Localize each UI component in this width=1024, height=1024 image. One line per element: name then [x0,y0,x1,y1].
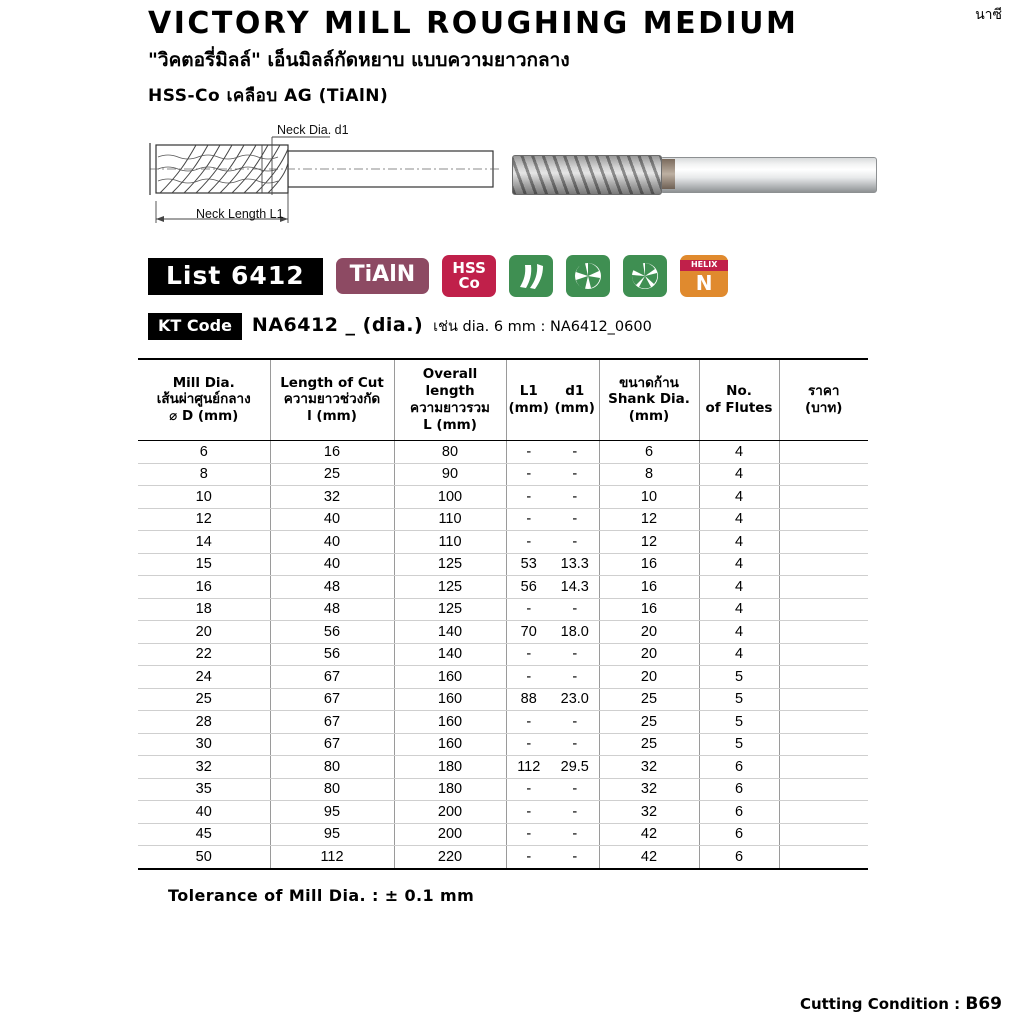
table-cell [779,553,868,576]
table-cell: 6 [699,778,779,801]
table-cell [779,666,868,689]
table-cell: 45 [138,823,270,846]
table-cell: - [551,778,599,801]
table-row [138,643,868,666]
table-row [138,508,868,531]
table-cell: 35 [138,778,270,801]
table-cell: 4 [699,508,779,531]
table-cell: 70 [506,621,551,644]
table-row [138,463,868,486]
table-row [138,598,868,621]
table-cell: 40 [270,508,394,531]
table-cell: 90 [394,463,506,486]
col-header-l1 [506,359,551,440]
table-cell: 12 [599,508,699,531]
table-cell [779,688,868,711]
col-header-ol-l3: L (mm) [423,416,477,433]
table-cell [779,733,868,756]
col-header-overall-length [394,359,506,440]
neck-dia-label: Neck Dia. d1 [277,123,349,138]
table-cell [779,801,868,824]
table-cell: 23.0 [551,688,599,711]
table-cell: 160 [394,711,506,734]
col-header-mill-dia [138,359,270,440]
kt-code-row [0,313,1024,340]
table-cell: 100 [394,486,506,509]
roughing-flute-icon [514,260,548,292]
col-header-shank-l1: ขนาดก้าน [619,374,679,391]
table-cell: 140 [394,621,506,644]
col-header-flutes-l2: No. [726,383,752,400]
col-header-loc-l3: l (mm) [307,408,357,425]
table-cell: 6 [138,441,270,464]
table-row [138,688,868,711]
table-cell: - [506,643,551,666]
table-cell: 80 [270,778,394,801]
table-row [138,711,868,734]
tolerance-note: Tolerance of Mill Dia. : ± 0.1 mm [168,885,475,905]
table-cell: 4 [699,598,779,621]
table-row [138,441,868,464]
brand-label: นาซี [975,7,1002,23]
table-cell: - [506,801,551,824]
table-cell: 200 [394,801,506,824]
end-view-4-flute-icon-badge [566,255,610,297]
col-header-price-l3: (บาท) [805,399,843,416]
table-cell: 16 [599,576,699,599]
table-cell: 80 [394,441,506,464]
table-cell: 28 [138,711,270,734]
table-cell: 40 [270,553,394,576]
col-header-l1-l2: L1 [519,383,538,400]
cutting-condition [800,994,1002,1014]
page-title: VICTORY MILL ROUGHING MEDIUM [148,6,799,41]
table-cell: 12 [599,531,699,554]
table-cell: 56 [270,621,394,644]
table-cell: 30 [138,733,270,756]
table-row [138,666,868,689]
material-badge-line1: HSS [452,259,486,278]
col-header-ol-l1: Overall length [422,366,478,400]
helix-badge [680,255,728,297]
table-cell: 4 [699,531,779,554]
table-cell: 125 [394,576,506,599]
table-cell: 14 [138,531,270,554]
table-cell: 110 [394,531,506,554]
table-cell [779,778,868,801]
table-cell: 40 [138,801,270,824]
table-cell: 6 [699,823,779,846]
table-cell: 24 [138,666,270,689]
kt-code-tag: KT Code [148,313,242,340]
table-cell [779,486,868,509]
table-cell: - [506,508,551,531]
table-cell [779,711,868,734]
table-cell: - [551,823,599,846]
table-cell: 6 [699,801,779,824]
table-cell: 40 [270,531,394,554]
tool-photo [512,153,877,195]
table-cell: 25 [599,733,699,756]
table-cell: 29.5 [551,756,599,779]
table-cell: - [506,531,551,554]
page-title-thai: "วิคตอรี่มิลล์" เอ็นมิลล์กัดหยาบ แบบความยาวกลาง [148,49,570,72]
table-cell: 4 [699,643,779,666]
table-cell [779,756,868,779]
table-cell: - [506,778,551,801]
table-row [138,823,868,846]
table-cell: - [551,643,599,666]
table-cell: 88 [506,688,551,711]
table-cell: 18 [138,598,270,621]
table-row [138,531,868,554]
table-cell: 6 [599,441,699,464]
coating-badge: TiAlN [336,258,430,294]
col-header-flutes [699,359,779,440]
table-cell: 18.0 [551,621,599,644]
spec-table-head [138,359,868,440]
helix-badge-letter: N [695,270,713,295]
table-cell: 25 [599,688,699,711]
table-cell: 53 [506,553,551,576]
table-cell: 4 [699,576,779,599]
table-cell: 10 [599,486,699,509]
neck-length-label: Neck Length L1 [196,207,284,222]
table-row [138,576,868,599]
table-cell: 16 [599,553,699,576]
table-cell: 56 [506,576,551,599]
table-cell: - [551,598,599,621]
table-cell: 32 [599,778,699,801]
col-header-shank-l3: (mm) [628,408,670,425]
page-header [0,0,1024,109]
table-cell: 67 [270,711,394,734]
table-cell: - [506,823,551,846]
table-cell: 4 [699,553,779,576]
table-cell: 95 [270,823,394,846]
table-row [138,778,868,801]
table-cell: 25 [270,463,394,486]
table-cell: 160 [394,688,506,711]
table-cell: - [551,531,599,554]
table-cell: 140 [394,643,506,666]
table-cell: 125 [394,598,506,621]
table-cell: 56 [270,643,394,666]
table-cell: 15 [138,553,270,576]
table-cell: - [506,441,551,464]
page-subtitle: HSS-Co เคลือบ AG (TiAlN) [148,86,389,107]
table-cell: 20 [599,666,699,689]
table-cell: 67 [270,733,394,756]
spec-table-body [138,441,868,869]
table-cell: 67 [270,688,394,711]
table-cell: 25 [138,688,270,711]
table-cell: - [506,598,551,621]
table-cell: 16 [138,576,270,599]
col-header-d1 [551,359,599,440]
table-row [138,621,868,644]
table-cell: 4 [699,441,779,464]
spec-table-header-row [138,359,868,440]
table-cell: 220 [394,846,506,869]
flute-shape-icon-badge [509,255,553,297]
table-cell [779,531,868,554]
table-cell: 125 [394,553,506,576]
four-flute-end-icon [571,260,605,292]
col-header-loc-l2: ความยาวช่วงกัด [283,391,381,408]
material-badge [442,255,496,297]
table-row [138,553,868,576]
col-header-price [779,359,868,440]
six-flute-end-icon [628,260,662,292]
table-cell [779,643,868,666]
table-row [138,733,868,756]
table-cell: 160 [394,666,506,689]
table-cell: 22 [138,643,270,666]
table-cell: 13.3 [551,553,599,576]
table-cell: - [551,666,599,689]
col-header-loc-l1: Length of Cut [280,374,384,391]
table-cell: 42 [599,846,699,869]
table-cell: 12 [138,508,270,531]
table-cell: 32 [138,756,270,779]
table-cell: 95 [270,801,394,824]
col-header-shank-dia [599,359,699,440]
table-cell: 4 [699,621,779,644]
list-number-badge: List 6412 [148,258,323,295]
table-row [138,801,868,824]
table-cell [779,508,868,531]
table-cell: 20 [599,621,699,644]
spec-table-wrap [138,358,868,869]
table-cell: 180 [394,756,506,779]
table-cell [779,576,868,599]
tool-photo-shank [660,157,877,193]
table-cell: - [506,846,551,869]
table-cell: 112 [270,846,394,869]
table-cell: 67 [270,666,394,689]
product-figure [0,123,1024,241]
end-view-6-flute-icon-badge [623,255,667,297]
col-header-length-of-cut [270,359,394,440]
table-row [138,846,868,869]
table-cell: 5 [699,666,779,689]
table-cell: 25 [599,711,699,734]
table-row [138,486,868,509]
table-cell: - [551,508,599,531]
table-cell [779,463,868,486]
table-cell: 10 [138,486,270,509]
table-cell: 42 [599,823,699,846]
spec-table [138,358,868,869]
cutting-condition-code: B69 [965,994,1002,1014]
table-cell: 14.3 [551,576,599,599]
table-cell: 50 [138,846,270,869]
table-cell [779,441,868,464]
table-cell: 4 [699,486,779,509]
badge-row [0,249,1024,303]
col-header-mill-dia-l3: ⌀ D (mm) [169,408,239,425]
table-cell: - [551,463,599,486]
table-cell: 48 [270,598,394,621]
kt-code-example: เช่น dia. 6 mm : NA6412_0600 [433,319,652,336]
col-header-d1-l3: (mm) [554,399,595,416]
table-cell: 80 [270,756,394,779]
table-cell: - [506,711,551,734]
helix-badge-title: HELIX [680,260,728,271]
col-header-flutes-l3: of Flutes [705,399,773,416]
col-header-l1-l3: (mm) [508,399,549,416]
col-header-mill-dia-l2: เส้นผ่าศูนย์กลาง [156,391,251,408]
col-header-d1-l2: d1 [565,383,585,400]
table-cell: 8 [138,463,270,486]
table-cell: 5 [699,688,779,711]
col-header-ol-l2: ความยาวรวม [410,399,490,416]
table-cell: 5 [699,711,779,734]
table-cell: 8 [599,463,699,486]
table-row [138,756,868,779]
table-cell: 32 [270,486,394,509]
table-cell: - [506,666,551,689]
table-cell: 16 [599,598,699,621]
table-cell: - [551,846,599,869]
table-cell: - [551,441,599,464]
table-cell: - [551,733,599,756]
table-cell: 6 [699,756,779,779]
table-cell: 180 [394,778,506,801]
table-cell: 20 [599,643,699,666]
table-cell: 4 [699,463,779,486]
material-badge-line2: Co [458,274,480,293]
table-cell: 160 [394,733,506,756]
table-cell: 112 [506,756,551,779]
table-cell [779,598,868,621]
table-cell: 48 [270,576,394,599]
table-cell: 16 [270,441,394,464]
table-cell: 110 [394,508,506,531]
table-cell: 32 [599,756,699,779]
table-cell [779,823,868,846]
table-cell [779,621,868,644]
table-cell: - [551,711,599,734]
col-header-mill-dia-l1: Mill Dia. [172,374,235,391]
kt-code-value: NA6412 _ (dia.) [251,314,424,337]
table-cell: 32 [599,801,699,824]
table-cell: - [551,801,599,824]
table-cell: - [551,486,599,509]
col-header-price-l2: ราคา [808,383,840,400]
table-cell: - [506,463,551,486]
cutting-condition-label: Cutting Condition : [799,995,961,1013]
table-cell: - [506,733,551,756]
table-cell: 200 [394,823,506,846]
table-cell [779,846,868,869]
table-cell: 20 [138,621,270,644]
table-cell: 6 [699,846,779,869]
col-header-shank-l2: Shank Dia. [608,391,690,408]
table-cell: - [506,486,551,509]
tool-photo-flutes [512,155,662,195]
table-cell: 5 [699,733,779,756]
